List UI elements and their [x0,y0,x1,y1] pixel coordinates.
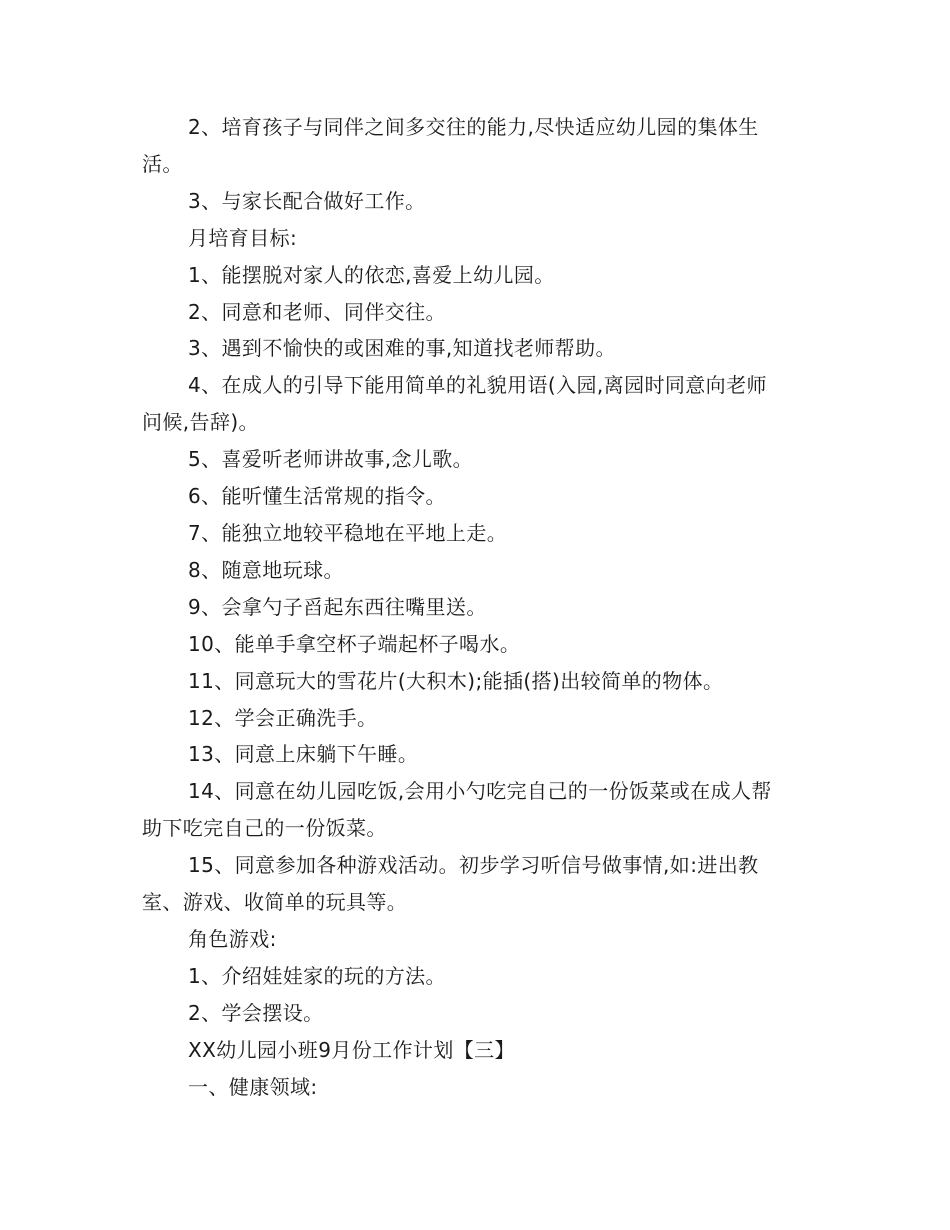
text-line: 4、在成人的引导下能用简单的礼貌用语(入园,离园时同意向老师 [188,373,767,398]
text-line: 3、遇到不愉快的或困难的事,知道找老师帮助。 [188,336,616,361]
text-line: 问候,告辞)。 [142,410,259,435]
text-line: 3、与家长配合做好工作。 [188,188,426,213]
text-line: 7、能独立地较平稳地在平地上走。 [188,520,508,545]
text-line: 11、同意玩大的雪花片(大积木);能插(搭)出较简单的物体。 [188,668,724,693]
text-line: 2、培育孩子与同伴之间多交往的能力,尽快适应幼儿园的集体生 [188,115,759,139]
text-line: 8、随意地玩球。 [188,557,344,582]
text-line: 5、喜爱听老师讲故事,念儿歌。 [188,447,474,472]
section-heading: XX幼儿园小班9月份工作计划【三】 [188,1037,515,1062]
text-line: 活。 [142,151,183,176]
text-line: 15、同意参加各种游戏活动。初步学习听信号做事情,如:进出教 [188,853,759,878]
section-heading: 一、健康领域: [188,1074,318,1099]
text-line: 2、同意和老师、同伴交往。 [188,299,446,324]
text-line: 10、能单手拿空杯子端起杯子喝水。 [188,631,521,656]
section-heading: 角色游戏: [188,926,277,951]
text-line: 室、游戏、收简单的玩具等。 [142,890,408,915]
text-line: 14、同意在幼儿园吃饭,会用小勺吃完自己的一份饭菜或在成人帮 [188,779,772,804]
text-line: 1、能摆脱对家人的依恋,喜爱上幼儿园。 [188,262,555,287]
text-line: 12、学会正确洗手。 [188,705,378,730]
text-line: 13、同意上床躺下午睡。 [188,742,419,767]
text-line: 助下吃完自己的一份饭菜。 [142,816,387,841]
section-heading: 月培育目标: [188,225,298,250]
text-line: 2、学会摆设。 [188,1000,324,1025]
text-line: 6、能听懂生活常规的指令。 [188,484,446,509]
text-line: 1、介绍娃娃家的玩的方法。 [188,963,446,988]
text-line: 9、会拿勺子舀起东西往嘴里送。 [188,594,487,619]
